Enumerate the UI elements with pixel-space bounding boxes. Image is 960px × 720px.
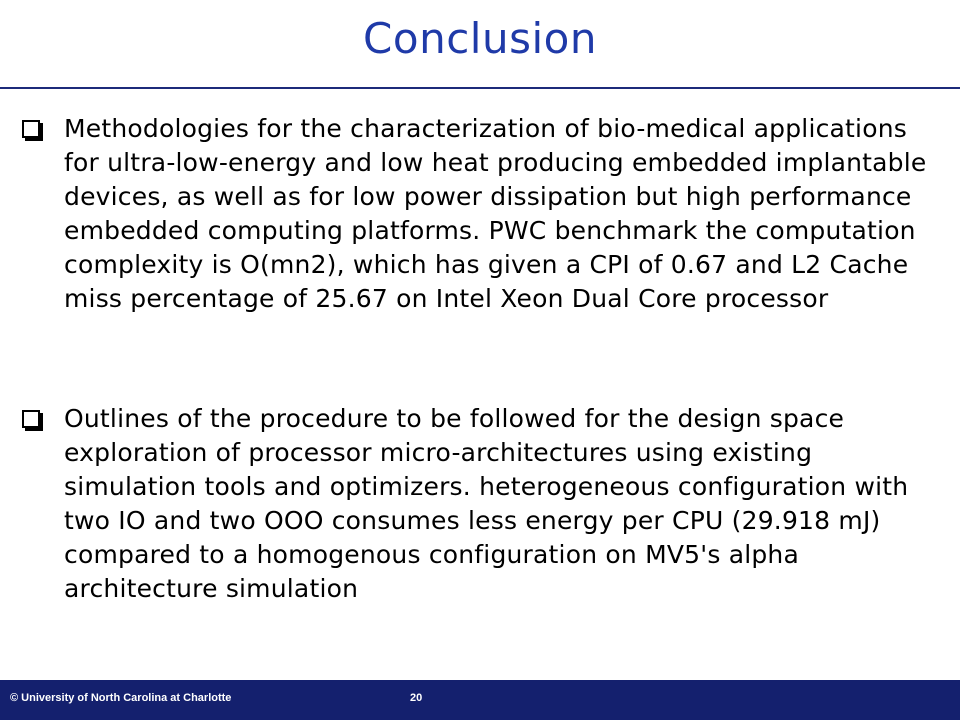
title-divider bbox=[0, 87, 960, 89]
checkbox-bullet-icon bbox=[22, 120, 40, 138]
bullet-item-1 bbox=[22, 112, 942, 316]
footer-bar bbox=[0, 680, 960, 720]
bullet-text-2: Outlines of the procedure to be followed for the design space exploration of processor micro-architectures using existing simulation tools and optimizers. heterogeneous configuration with two IO and two OOO consumes less energy per CPU (29.918 mJ) compared to a homogenous configuration on MV5's alpha architecture simulation bbox=[64, 404, 909, 603]
footer-copyright: © University of North Carolina at Charlotte bbox=[10, 692, 232, 704]
page-number: 20 bbox=[410, 692, 423, 704]
bullet-item-2 bbox=[22, 402, 942, 606]
checkbox-bullet-icon bbox=[22, 410, 40, 428]
bullet-text-1: Methodologies for the characterization of bio-medical applications for ultra-low-energy and low heat producing embedded implantable devices, as well as for low power dissipation but high performance embedded computing platforms. PWC benchmark the computation complexity is O(mn2), which has given a CPI of 0.67 and L2 Cache miss percentage of 25.67 on Intel Xeon Dual Core processor bbox=[64, 114, 927, 313]
slide-title: Conclusion bbox=[363, 14, 597, 63]
